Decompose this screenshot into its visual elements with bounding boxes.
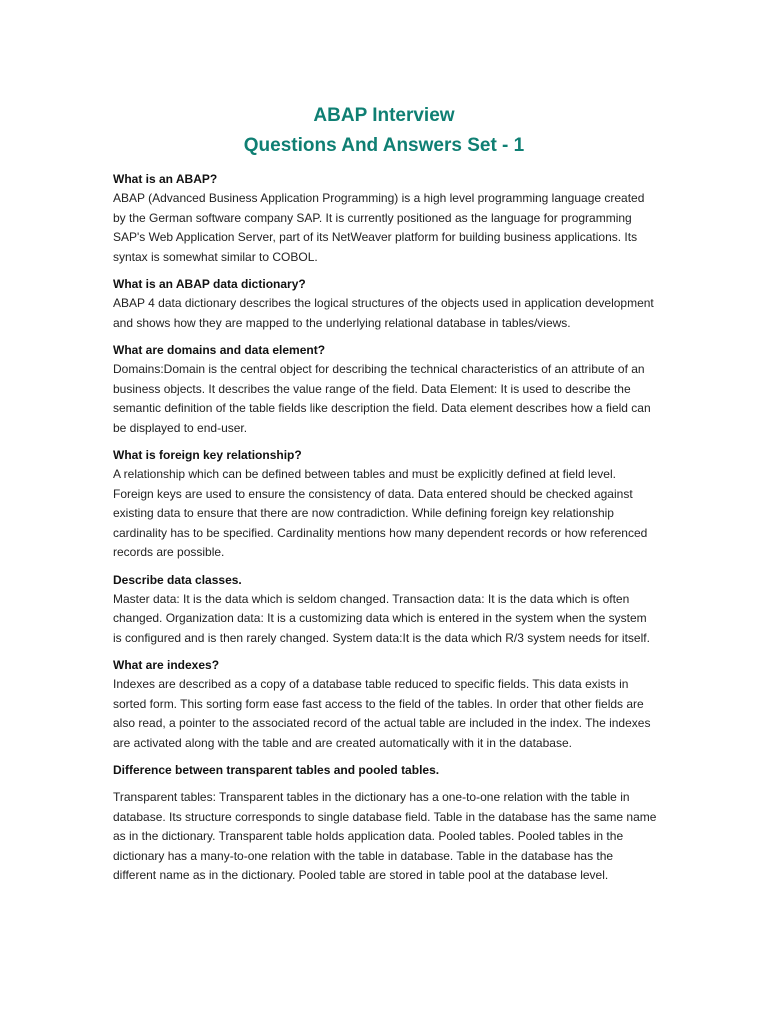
answer-paragraph: ABAP (Advanced Business Application Programming) is a high level programming language created by the German software company SAP. It is currently positioned as the language for programming SAP's Web Application Server, part of its NetWeaver platform for building business applications. Its syntax is somewhat similar to COBOL. [113, 191, 645, 264]
answer-paragraph: Domains:Domain is the central object for describing the technical characteristics of an attribute of an business objects. It describes the value range of the field. Data Element: It is used to describe the semantic definition of the table fields like description the field. Data element describes how a field can be displayed to end-user. [113, 362, 651, 435]
answer-paragraph: Transparent tables: Transparent tables in the dictionary has a one-to-one relation with the table in database. Its structure corresponds to single database field. Table in the database has the same name as in the dictionary. Transparent table holds application data. Pooled tables. Pooled tables in the dictionary has a many-to-one relation with the table in database. Table in the database has the different name as in the dictionary. Pooled table are stored in table pool at the database level. [113, 790, 657, 882]
qa-content [113, 170, 658, 894]
document-title-line2: Questions And Answers Set - 1 [243, 135, 525, 156]
answer-paragraph: Indexes are described as a copy of a database table reduced to specific fields. This data exists in sorted form. This sorting form ease fast access to the field of the tables. In order that other fields are also read, a pointer to the associated record of the actual table are included in the index. The indexes are activated along with the table and are created automatically with it in the database. [113, 677, 651, 750]
question-heading: What is foreign key relationship? [113, 448, 302, 462]
qa-section-domains [113, 341, 658, 438]
question-heading: What is an ABAP data dictionary? [113, 277, 306, 291]
answer-paragraph: ABAP 4 data dictionary describes the logical structures of the objects used in application development and shows how they are mapped to the underlying relational database in tables/views. [113, 296, 654, 330]
document-title-line1: ABAP Interview [313, 105, 455, 126]
qa-section-data-classes [113, 571, 658, 649]
qa-section-data-dictionary [113, 275, 658, 333]
qa-section-foreign-key [113, 446, 658, 563]
qa-section-indexes [113, 656, 658, 753]
qa-section-abap [113, 170, 658, 267]
answer-paragraph: Master data: It is the data which is seldom changed. Transaction data: It is the data which is often changed. Organization data: It is a customizing data which is entered in the system when the system is configured and is then rarely changed. System data:It is the data which R/3 system needs for itself. [113, 591, 650, 645]
qa-section-table-types [113, 761, 658, 886]
question-heading: What is an ABAP? [113, 172, 218, 186]
question-heading: What are indexes? [113, 658, 220, 672]
question-heading: Describe data classes. [113, 572, 242, 587]
question-heading: Difference between transparent tables and pooled tables. [113, 763, 440, 777]
answer-paragraph: A relationship which can be defined between tables and must be explicitly defined at field level. Foreign keys are used to ensure the consistency of data. Data entered should be checked against existing data to ensure that there are now contradiction. While defining foreign key relationship cardinality has to be specified. Cardinality mentions how many dependent records or how referenced records are possible. [113, 467, 648, 559]
question-heading: What are domains and data element? [113, 343, 326, 357]
